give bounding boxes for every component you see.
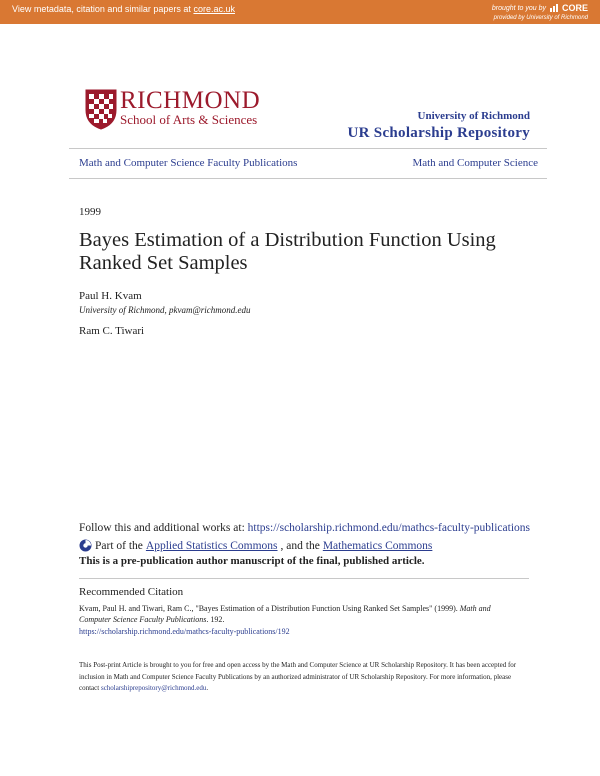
citation-url[interactable]: https://scholarship.richmond.edu/mathcs-faculty-publications/192: [79, 627, 290, 636]
core-banner: [0, 0, 600, 24]
paper-title: Bayes Estimation of a Distribution Function Using Ranked Set Samples: [79, 229, 496, 274]
richmond-shield-icon: [84, 88, 118, 130]
publication-year: 1999: [79, 206, 101, 218]
applied-statistics-commons-link[interactable]: Applied Statistics Commons: [145, 539, 278, 552]
brought-by-text: brought to you by: [491, 4, 546, 12]
mathematics-commons-link[interactable]: Mathematics Commons: [322, 539, 433, 552]
logo-school: School of Arts & Sciences: [120, 112, 258, 127]
repository-university: University of Richmond: [417, 110, 530, 122]
author-2: Ram C. Tiwari: [79, 325, 145, 337]
access-notice-text: This Post-print Article is brought to you for free and open access by the Math and Computer Science at UR Scholarship Repository. It has been accepted for inclusion in Math and Computer Science Faculty Publications by an authorized administrator of UR Scholarship Repository. For more information, please contact: [79, 661, 517, 692]
part-of-prefix: Part of the: [95, 539, 143, 552]
citation-plain: Kvam, Paul H. and Tiwari, Ram C., "Bayes Estimation of a Distribution Function Using Ranked Set Samples" (1999).: [79, 604, 460, 613]
open-access-icon: [79, 539, 92, 552]
core-logo-icon: [549, 3, 559, 13]
richmond-logo[interactable]: [84, 88, 274, 132]
citation-text: [79, 603, 519, 625]
repository-header[interactable]: [347, 110, 530, 143]
contact-email-link[interactable]: scholarshiprepository@richmond.edu: [100, 684, 207, 692]
follow-url[interactable]: https://scholarship.richmond.edu/mathcs-faculty-publications: [247, 522, 530, 534]
part-of-line: [79, 539, 432, 552]
citation-end: . 192.: [206, 615, 225, 624]
repository-name: UR Scholarship Repository: [347, 125, 530, 141]
divider-top: [69, 148, 547, 149]
nav-faculty-publications[interactable]: Math and Computer Science Faculty Publications: [79, 157, 298, 169]
provided-by: provided by University of Richmond: [493, 15, 588, 21]
core-metadata-notice: [12, 4, 235, 14]
citation-series: Math and Computer Science Faculty Publications: [79, 604, 491, 624]
access-notice-end: .: [206, 684, 209, 692]
logo-name: RICHMOND: [120, 87, 261, 114]
author-1-affiliation: University of Richmond, pkvam@richmond.edu: [79, 305, 251, 315]
core-metadata-text: View metadata, citation and similar papers at: [12, 4, 194, 14]
access-notice: [79, 660, 519, 695]
nav-department[interactable]: Math and Computer Science: [412, 157, 538, 169]
citation-divider: [79, 578, 529, 579]
preprint-notice: This is a pre-publication author manuscript of the final, published article.: [79, 555, 425, 567]
author-1: Paul H. Kvam: [79, 290, 142, 302]
citation-heading: Recommended Citation: [79, 586, 184, 598]
follow-text: Follow this and additional works at:: [79, 522, 248, 534]
core-link[interactable]: core.ac.uk: [193, 4, 235, 14]
part-of-mid: , and the: [280, 539, 320, 552]
core-label: CORE: [561, 3, 588, 13]
divider-bottom: [69, 178, 547, 179]
follow-line: [79, 522, 530, 534]
brought-by-core[interactable]: [492, 3, 588, 13]
